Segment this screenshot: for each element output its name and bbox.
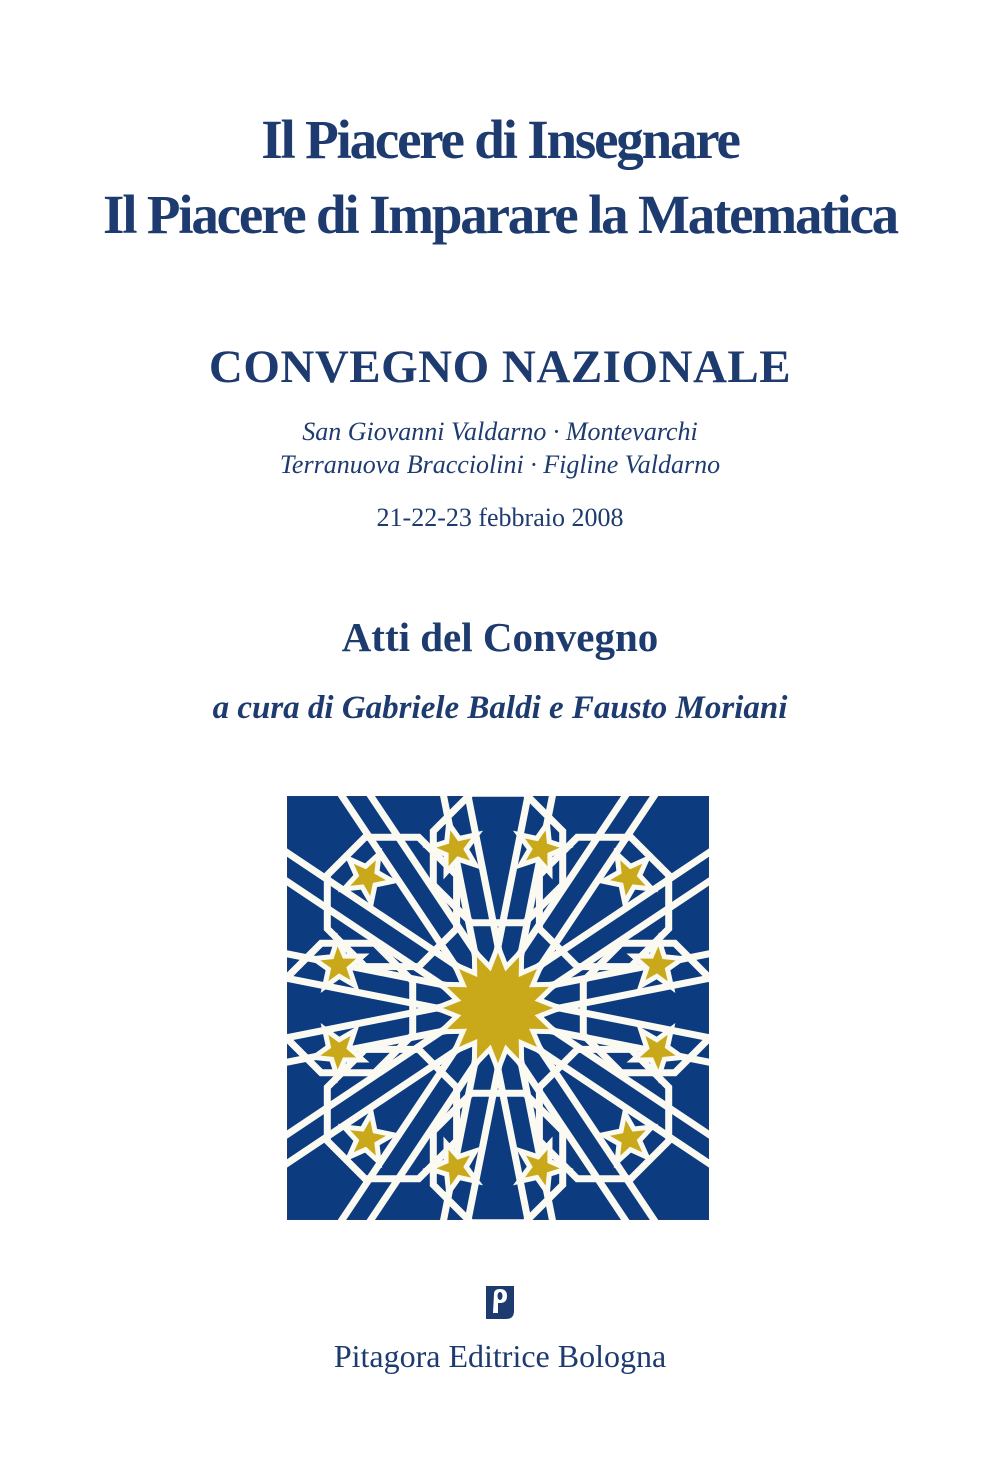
star-pattern-image xyxy=(287,796,709,1220)
event-date: 21-22-23 febbraio 2008 xyxy=(376,503,624,532)
event-heading: CONVEGNO NAZIONALE xyxy=(208,341,792,393)
subtitle: Atti del Convegno xyxy=(341,614,659,660)
publisher-logo-icon xyxy=(485,1285,515,1320)
publisher-name: Pitagora Editrice Bologna xyxy=(333,1338,667,1374)
title-line-2: Il Piacere di Imparare la Matematica xyxy=(103,184,897,245)
editors: a cura di Gabriele Baldi e Fausto Moriani xyxy=(212,690,788,726)
center-star xyxy=(436,946,560,1070)
locations-line-2: Terranuova Bracciolini · Figline Valdarno xyxy=(279,450,721,479)
title-line-1: Il Piacere di Insegnare xyxy=(261,109,739,170)
locations-line-1: San Giovanni Valdarno · Montevarchi xyxy=(302,417,698,446)
